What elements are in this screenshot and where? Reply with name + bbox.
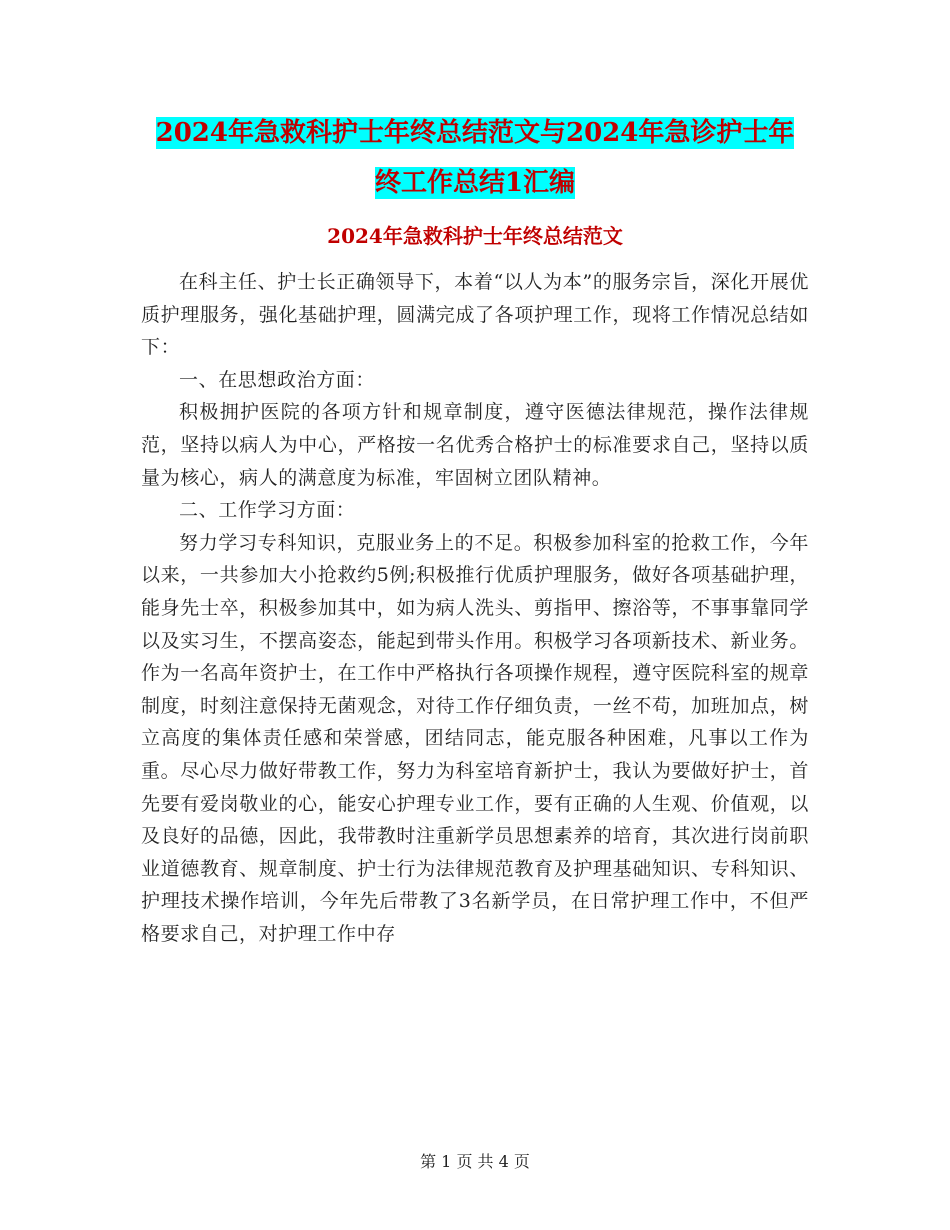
document-body xyxy=(141,266,809,950)
document-title-line-1: 2024年急救科护士年终总结范文与2024年急诊护士年 xyxy=(155,118,795,148)
section-title: 2024年急救科护士年终总结范文 xyxy=(327,224,623,248)
document-title-line-2: 终工作总结1汇编 xyxy=(374,168,576,198)
document-title xyxy=(0,108,950,208)
paragraph-intro: 在科主任、护士长正确领导下，本着“以人为本”的服务宗旨，深化开展优质护理服务，强化基础护理，圆满完成了各项护理工作，现将工作情况总结如下： xyxy=(141,271,809,359)
heading-political: 一、在思想政治方面： xyxy=(179,368,376,391)
page-footer: 第 1 页 共 4 页 xyxy=(420,1152,530,1171)
heading-work-study: 二、工作学习方面： xyxy=(179,499,356,522)
paragraph-work-study: 努力学习专科知识，克服业务上的不足。积极参加科室的抢救工作，今年以来，一共参加大小抢救约5例;积极推行优质护理服务，做好各项基础护理，能身先士卒，积极参加其中，如为病人洗头、剪指甲、擦浴等，不事事靠同学以及实习生，不摆高姿态，能起到带头作用。积极学习各项新技术、新业务。作为一名高年资护士，在工作中严格执行各项操作规程，遵守医院科室的规章制度，时刻注意保持无菌观念，对待工作仔细负责，一丝不苟，加班加点，树立高度的集体责任感和荣誉感，团结同志，能克服各种困难，凡事以工作为重。尽心尽力做好带教工作，努力为科室培育新护士，我认为要做好护士，首先要有爱岗敬业的心，能安心护理专业工作，要有正确的人生观、价值观，以及良好的品德，因此，我带教时注重新学员思想素养的培育，其次进行岗前职业道德教育、规章制度、护士行为法律规范教育及护理基础知识、专科知识、护理技术操作培训，今年先后带教了3名新学员，在日常护理工作中，不但严格要求自己，对护理工作中存 xyxy=(141,531,809,945)
paragraph-political: 积极拥护医院的各项方针和规章制度，遵守医德法律规范，操作法律规范，坚持以病人为中心，严格按一名优秀合格护士的标准要求自己，坚持以质量为核心，病人的满意度为标准，牢固树立团队精神。 xyxy=(141,401,809,489)
